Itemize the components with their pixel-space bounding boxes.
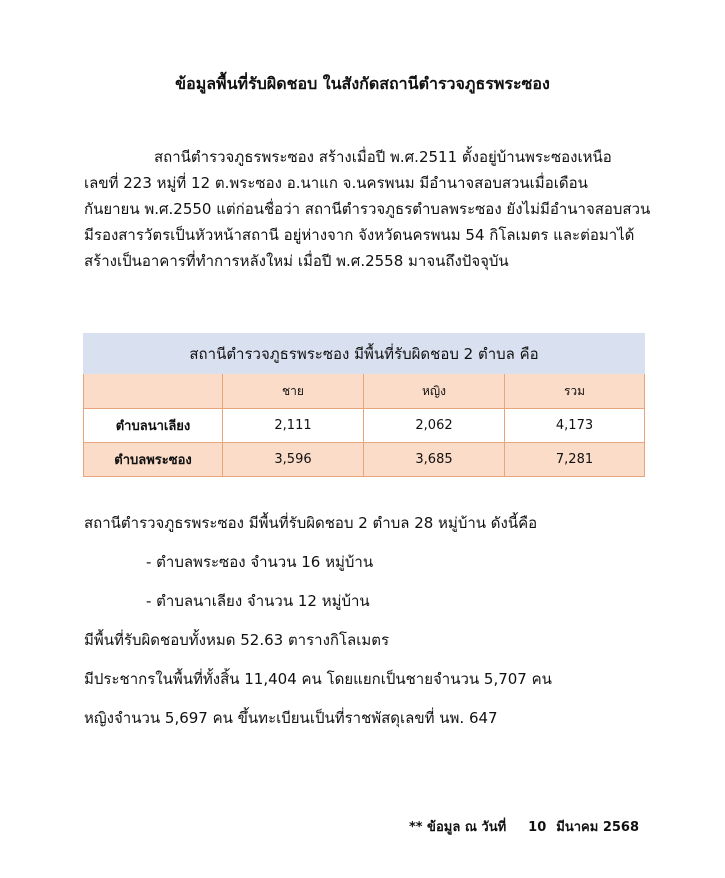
population-statement: มีประชากรในพื้นที่ทั้งสิ้น 11,404 คน โดยแยกเป็นชายจำนวน 5,707 คน [84,670,552,688]
responsibility-summary: สถานีตำรวจภูธรพระซอง มีพื้นที่รับผิดชอบ 2 ตำบล 28 หมู่บ้าน ดังนี้คือ [84,514,538,532]
intro-line: สถานีตำรวจภูธรพระซอง สร้างเมื่อปี พ.ศ.2511 ตั้งอยู่บ้านพระซองเหนือ [154,148,612,166]
table-row [84,409,645,443]
subdistrict-bullet: - ตำบลพระซอง จำนวน 16 หมู่บ้าน [146,553,374,571]
population-table [83,333,645,477]
row-male-count: 3,596 [223,443,364,477]
table-row [84,443,645,477]
intro-line: กันยายน พ.ศ.2550 แต่ก่อนชื่อว่า สถานีตำรวจภูธรตำบลพระซอง ยังไม่มีอำนาจสอบสวน [84,200,651,218]
row-subdistrict-name: ตำบลนาเลียง [84,409,223,443]
intro-line: สร้างเป็นอาคารที่ทำการหลังใหม่ เมื่อปี พ.ศ.2558 มาจนถึงปัจจุบัน [84,252,509,270]
row-female-count: 2,062 [364,409,505,443]
row-male-count: 2,111 [223,409,364,443]
table-header-row [84,374,645,409]
intro-line: เลขที่ 223 หมู่ที่ 12 ต.พระซอง อ.นาแก จ.นครพนม มีอำนาจสอบสวนเมื่อเดือน [84,174,588,192]
row-female-count: 3,685 [364,443,505,477]
area-statement: มีพื้นที่รับผิดชอบทั้งหมด 52.63 ตารางกิโลเมตร [84,631,390,649]
data-date-footnote [409,816,639,837]
row-total-count: 7,281 [505,443,645,477]
column-header-total: รวม [505,374,645,409]
footnote-month-year: มีนาคม 2568 [556,820,639,835]
column-header-male: ชาย [223,374,364,409]
page-title: ข้อมูลพื้นที่รับผิดชอบ ในสังกัดสถานีตำรวจภูธรพระซอง [175,74,550,93]
intro-paragraph [84,144,664,274]
table-caption: สถานีตำรวจภูธรพระซอง มีพื้นที่รับผิดชอบ 2 ตำบล คือ [84,334,645,374]
details-section [84,509,664,743]
column-header-female: หญิง [364,374,505,409]
subdistrict-bullet: - ตำบลนาเลียง จำนวน 12 หมู่บ้าน [146,592,370,610]
row-subdistrict-name: ตำบลพระซอง [84,443,223,477]
column-header-blank [84,374,223,409]
female-registry-statement: หญิงจำนวน 5,697 คน ขึ้นทะเบียนเป็นที่ราชพัสดุเลขที่ นพ. 647 [84,709,498,727]
table-caption-row [84,334,645,374]
row-total-count: 4,173 [505,409,645,443]
footnote-day: 10 [528,820,547,835]
footnote-label: ** ข้อมูล ณ วันที่ [408,820,507,835]
intro-line: มีรองสารวัตรเป็นหัวหน้าสถานี อยู่ห่างจาก จังหวัดนครพนม 54 กิโลเมตร และต่อมาได้ [84,226,635,244]
